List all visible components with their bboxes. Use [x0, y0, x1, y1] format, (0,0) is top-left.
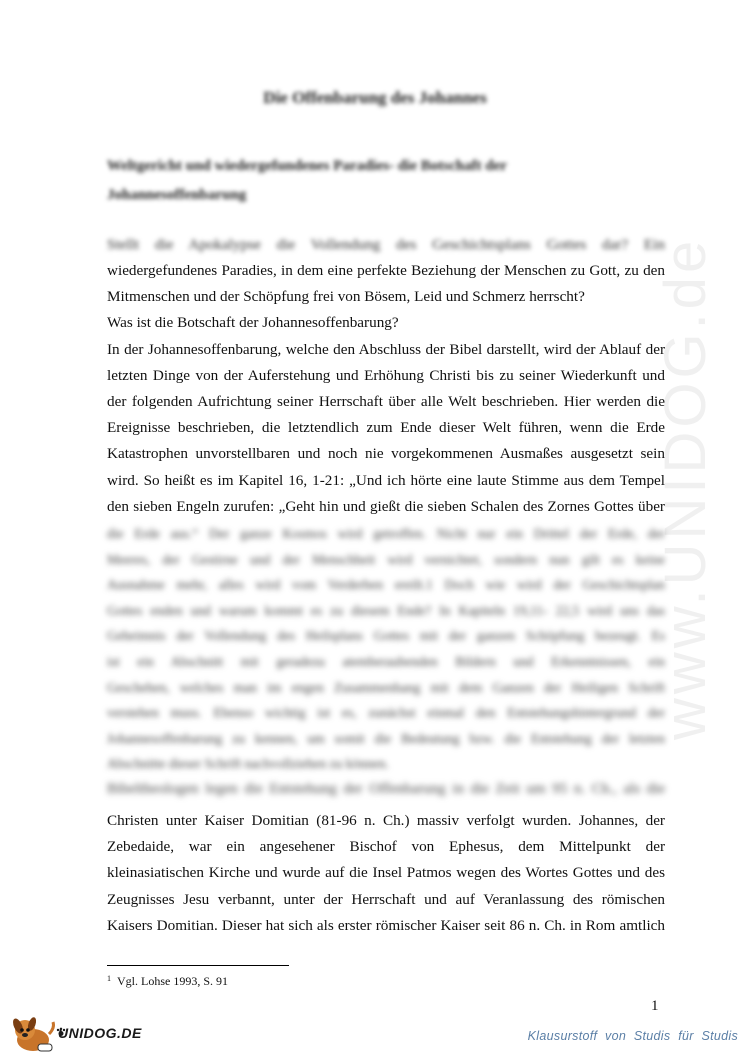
blurred-line: Geschehen, welches man im engen Zusammenhang mit dem Ganzen der Heiligen Schrift [107, 679, 665, 695]
blurred-line: die Erde aus.“ Der ganze Kosmos wird getroffen. Nicht nur ein Drittel der Erde, der [107, 526, 665, 541]
document-title: Die Offenbarung des Johannes [263, 88, 487, 107]
blurred-line: Ausnahme mehr, alles wird vom Verderben ereilt.1 Doch wie wird der Geschichtsplan [107, 577, 665, 593]
blurred-line: ist ein Abschnitt mit geradezu atemberaubenden Bildern und Erkenntnissen, ein [107, 653, 665, 669]
footnote-number: 1 [107, 974, 111, 983]
body-line: letzten Dinge von der Auferstehung und Erhöhung Christi bis zu seiner Wiederkunft und [107, 366, 665, 384]
footnote-text: Vgl. Lohse 1993, S. 91 [117, 974, 228, 988]
blurred-line: Abschnitte dieser Schrift nachvollziehen zu können. [107, 756, 389, 772]
body-line: Zeugnisses Jesu verbannt, unter der Herrschaft und auf Veranlassung des römischen [107, 890, 665, 908]
body-line: Stellt die Apokalypse die Vollendung des Geschichtsplans Gottes dar? Ein [107, 236, 665, 253]
blurred-line: Geheimnis der Vollendung des Heilsplans Gottes mit der ganzen Schöpfung bezeugt. Es [107, 628, 665, 644]
tagline-text: Klausurstoff von Studis für Studis [527, 1029, 738, 1043]
body-line: Ereignisse beschrieben, die letztendlich zum Ende dieser Welt führen, wenn die Erde [107, 419, 665, 437]
body-line: Mitmenschen und der Schöpfung frei von Bösem, Leid und Schmerz herrscht? [107, 288, 585, 306]
blurred-line: verstehen muss. Ebenso wichtig ist es, zunächst einmal den Entstehungshintergrund der [107, 705, 665, 721]
subtitle-line: Johannesoffenbarung [107, 187, 247, 203]
body-line: der folgenden Aufrichtung seiner Herrschaft über alle Welt beschrieben. Hier werden die [107, 393, 665, 411]
footnote-divider [107, 965, 289, 966]
dog-mascot-icon [8, 1014, 58, 1054]
blurred-line: Johannesoffenbarung zu kennen, um somit die Bedeutung bzw. die Entstehung der letzten [107, 730, 665, 746]
page-number: 1 [651, 998, 659, 1014]
body-line: In der Johannesoffenbarung, welche den Abschluss der Bibel darstellt, wird der Ablauf der [107, 340, 665, 358]
body-line: wird. So heißt es im Kapitel 16, 1-21: „Und ich hörte eine laute Stimme aus dem Tempel [107, 471, 665, 489]
body-line: kleinasiatischen Kirche und wurde auf die Insel Patmos wegen des Wortes Gottes und des [107, 864, 665, 882]
blurred-paragraph [107, 521, 665, 803]
blurred-line: Gottes enden und warum kommt es zu diesem Ende? In Kapiteln 19,11- 22,5 wird uns das [107, 602, 665, 618]
tagline [528, 1029, 738, 1043]
paragraph-1 [107, 258, 665, 520]
body-line: Katastrophen unvorstellbaren und noch nie vorgekommenen Ausmaßes ausgesetzt sein [107, 445, 665, 463]
body-line: wiedergefundenes Paradies, in dem eine perfekte Beziehung der Menschen zu Gott, zu den [107, 262, 665, 279]
body-line: den sieben Engeln zurufen: „Geht hin und gießt die sieben Schalen des Zornes Gottes über [107, 497, 665, 515]
body-line: Christen unter Kaiser Domitian (81-96 n. Ch.) massiv verfolgt wurden. Johannes, der [107, 812, 665, 829]
blurred-line: Bibeltheologen legen die Entstehung der Offenbarung in die Zeit um 95 n. Ch., als die [107, 780, 665, 797]
watermark: www.UNIDOG.de [653, 236, 718, 740]
body-line: Was ist die Botschaft der Johannesoffenbarung? [107, 314, 399, 332]
intro-blurred-line [107, 232, 665, 258]
blurred-line: Meeres, der Gestirne und der Menschheit wird vernichtet, sondern nun gilt es keine [107, 551, 665, 567]
logo-text[interactable]: UNIDOG.DE [58, 1025, 142, 1041]
footnote [107, 974, 228, 989]
document-subtitle [107, 152, 667, 210]
subtitle-line: Weltgericht und wiedergefundenes Paradies- die Botschaft der [107, 158, 507, 174]
body-line: Kaisers Domitian. Dieser hat sich als erster römischer Kaiser seit 86 n. Ch. in Rom amtlich [107, 916, 665, 934]
paragraph-2 [107, 808, 665, 939]
body-line: Zebedaide, war ein angesehener Bischof von Ephesus, dem Mittelpunkt der [107, 838, 665, 856]
